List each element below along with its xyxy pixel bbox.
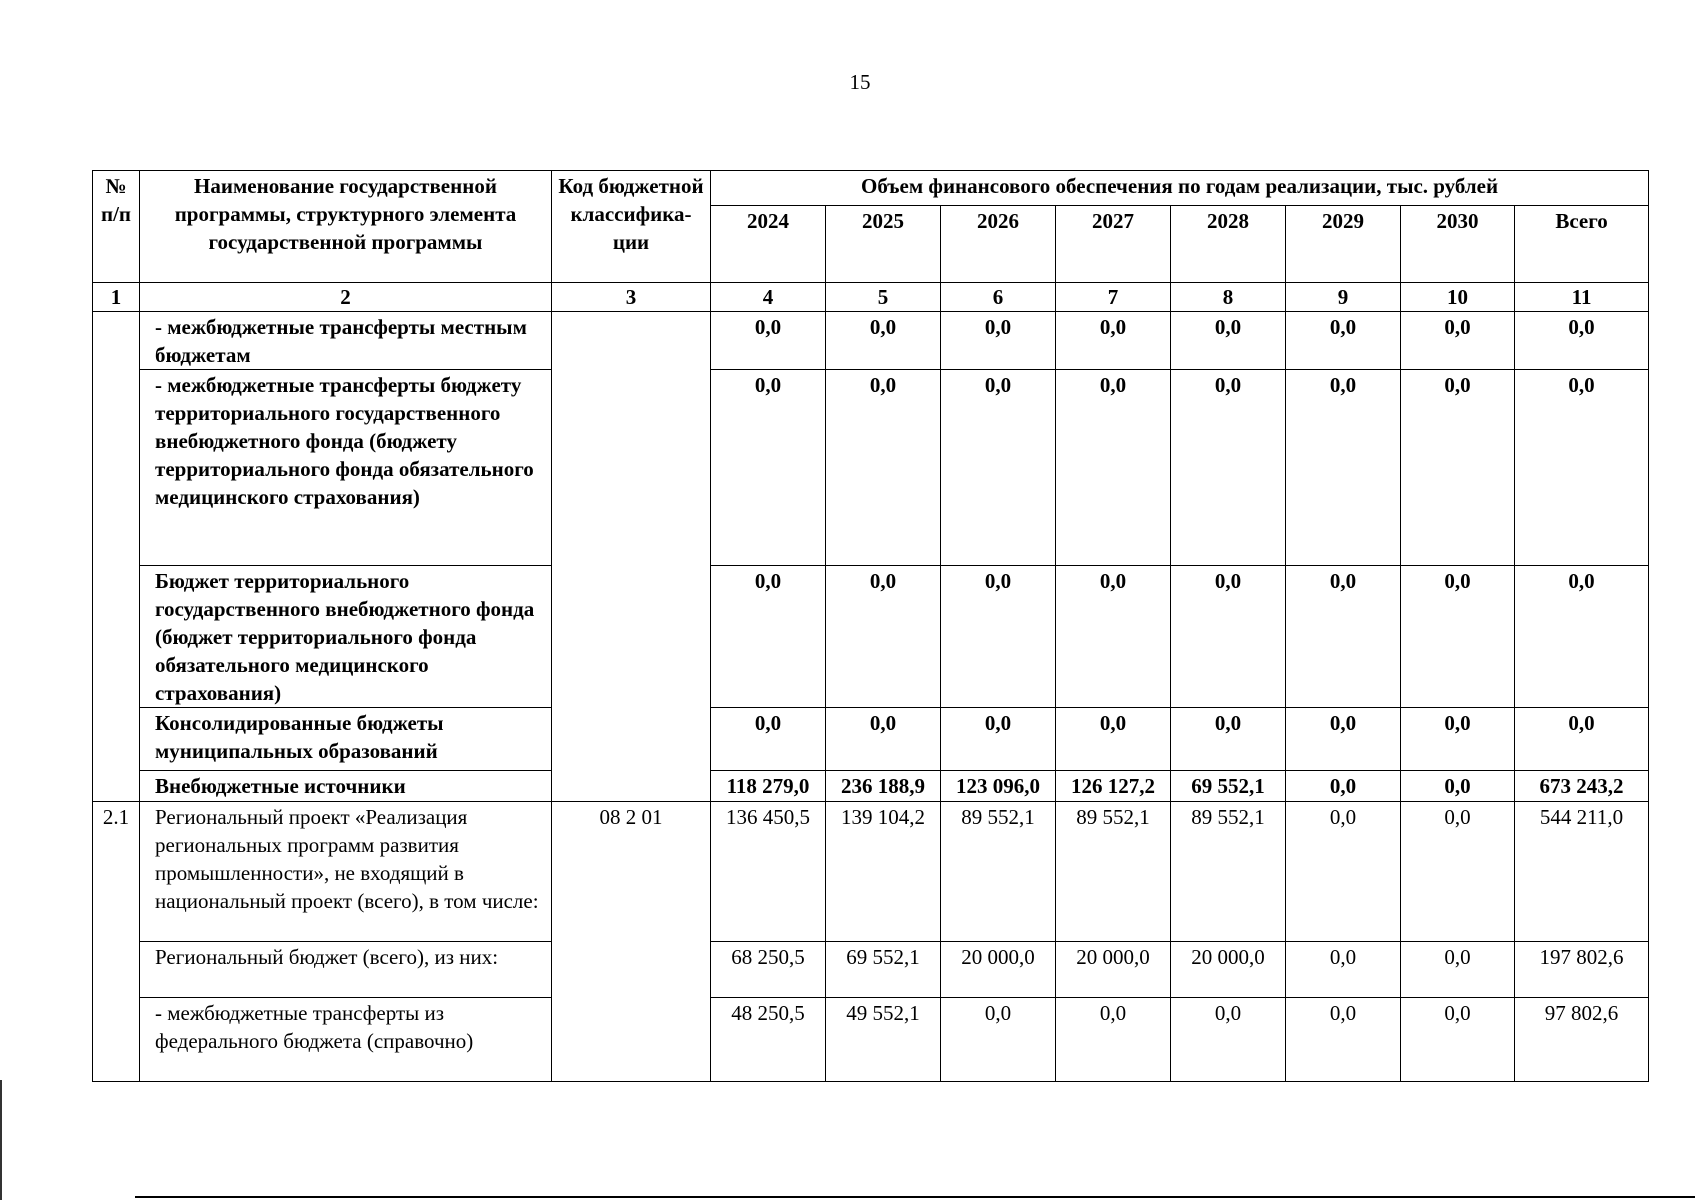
header-year: 2026 [941,206,1056,283]
value-cell-total: 673 243,2 [1515,771,1649,802]
header-volume: Объем финансового обеспечения по годам реализации, тыс. рублей [711,171,1649,206]
row-name: Консолидированные бюджеты муниципальных образований [140,708,552,771]
header-index: № п/п [93,171,140,283]
column-number: 1 [93,283,140,312]
header-code: Код бюджетной классифика-ции [552,171,711,283]
header-year: 2025 [826,206,941,283]
scan-edge-mark [0,1080,2,1200]
value-cell-total: 544 211,0 [1515,802,1649,942]
column-number: 6 [941,283,1056,312]
value-cell: 89 552,1 [941,802,1056,942]
value-cell: 68 250,5 [711,942,826,998]
table-row [93,370,1649,566]
header-year: 2028 [1171,206,1286,283]
value-cell-total: 97 802,6 [1515,998,1649,1082]
value-cell: 0,0 [1286,942,1401,998]
table-row [93,566,1649,708]
column-number: 8 [1171,283,1286,312]
column-number: 2 [140,283,552,312]
value-cell: 0,0 [1171,312,1286,370]
row-code-cell [552,312,711,802]
value-cell-total: 0,0 [1515,312,1649,370]
value-cell: 0,0 [1171,708,1286,771]
column-number: 10 [1401,283,1515,312]
value-cell: 0,0 [941,998,1056,1082]
value-cell: 20 000,0 [941,942,1056,998]
value-cell: 0,0 [1286,802,1401,942]
page-number: 15 [849,70,871,94]
header-year: 2027 [1056,206,1171,283]
value-cell: 0,0 [1171,566,1286,708]
value-cell: 89 552,1 [1171,802,1286,942]
row-name: - межбюджетные трансферты местным бюджетам [140,312,552,370]
financing-table [92,170,1649,1082]
value-cell: 0,0 [1286,312,1401,370]
column-number: 3 [552,283,711,312]
value-cell: 0,0 [826,708,941,771]
header-year: 2029 [1286,206,1401,283]
value-cell: 0,0 [1286,566,1401,708]
value-cell: 0,0 [941,312,1056,370]
value-cell: 0,0 [1056,312,1171,370]
header-total: Всего [1515,206,1649,283]
table-row [93,312,1649,370]
value-cell: 0,0 [711,566,826,708]
table-row [93,802,1649,942]
value-cell: 236 188,9 [826,771,941,802]
value-cell: 0,0 [1401,566,1515,708]
value-cell: 0,0 [1401,998,1515,1082]
value-cell: 48 250,5 [711,998,826,1082]
value-cell: 20 000,0 [1056,942,1171,998]
value-cell: 0,0 [1401,942,1515,998]
header-year: 2030 [1401,206,1515,283]
value-cell: 0,0 [941,566,1056,708]
value-cell: 0,0 [711,312,826,370]
row-code: 08 2 01 [552,802,711,1082]
value-cell: 0,0 [1401,802,1515,942]
value-cell: 0,0 [941,370,1056,566]
row-name: - межбюджетные трансферты из федерального бюджета (справочно) [140,998,552,1082]
value-cell: 0,0 [1056,370,1171,566]
value-cell: 0,0 [1401,771,1515,802]
value-cell: 126 127,2 [1056,771,1171,802]
column-number: 9 [1286,283,1401,312]
value-cell: 136 450,5 [711,802,826,942]
column-number: 4 [711,283,826,312]
value-cell: 0,0 [1171,370,1286,566]
value-cell: 49 552,1 [826,998,941,1082]
value-cell-total: 0,0 [1515,708,1649,771]
value-cell: 0,0 [1171,998,1286,1082]
value-cell: 0,0 [1401,708,1515,771]
row-name: - межбюджетные трансферты бюджету территориального государственного внебюджетного фонда (бюджету территориального фонда обязательного медицинского страхования) [140,370,552,566]
value-cell: 0,0 [941,708,1056,771]
column-number: 11 [1515,283,1649,312]
column-number: 5 [826,283,941,312]
value-cell-total: 0,0 [1515,370,1649,566]
value-cell: 0,0 [826,312,941,370]
value-cell: 69 552,1 [826,942,941,998]
value-cell: 123 096,0 [941,771,1056,802]
value-cell-total: 0,0 [1515,566,1649,708]
value-cell: 89 552,1 [1056,802,1171,942]
value-cell: 0,0 [1286,370,1401,566]
row-index-cell [93,312,140,802]
value-cell: 0,0 [1401,312,1515,370]
value-cell: 139 104,2 [826,802,941,942]
value-cell: 0,0 [1056,566,1171,708]
value-cell: 118 279,0 [711,771,826,802]
row-name: Региональный проект «Реализация региональных программ развития промышленности», не входящий в национальный проект (всего), в том числе: [140,802,552,942]
table-row [93,998,1649,1082]
row-index: 2.1 [93,802,140,1082]
header-name: Наименование государственной программы, структурного элемента государственной программы [140,171,552,283]
table-row [93,942,1649,998]
value-cell: 0,0 [1401,370,1515,566]
value-cell: 0,0 [711,370,826,566]
value-cell: 0,0 [1286,708,1401,771]
column-number-row [93,283,1649,312]
row-name: Бюджет территориального государственного внебюджетного фонда (бюджет территориального фонда обязательного медицинского страхования) [140,566,552,708]
value-cell: 0,0 [1056,708,1171,771]
value-cell: 69 552,1 [1171,771,1286,802]
value-cell: 0,0 [826,370,941,566]
value-cell: 0,0 [1056,998,1171,1082]
value-cell: 0,0 [1286,771,1401,802]
row-name: Региональный бюджет (всего), из них: [140,942,552,998]
header-row-1 [93,171,1649,206]
row-name: Внебюджетные источники [140,771,552,802]
value-cell: 0,0 [1286,998,1401,1082]
footer-rule [135,1196,1695,1198]
value-cell-total: 197 802,6 [1515,942,1649,998]
value-cell: 20 000,0 [1171,942,1286,998]
table-row [93,708,1649,771]
header-year: 2024 [711,206,826,283]
column-number: 7 [1056,283,1171,312]
table-row [93,771,1649,802]
value-cell: 0,0 [826,566,941,708]
value-cell: 0,0 [711,708,826,771]
